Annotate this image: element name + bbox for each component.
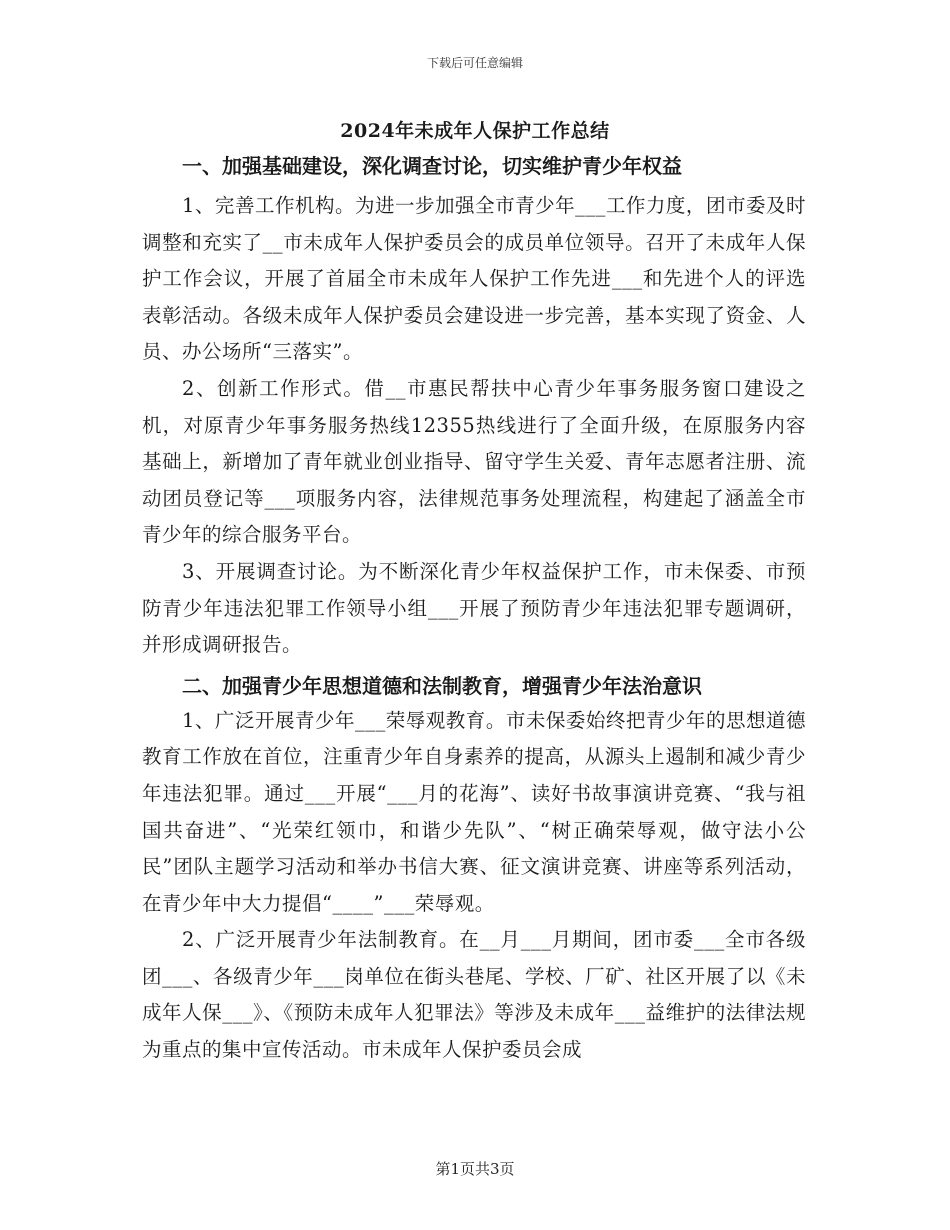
paragraph: 2、广泛开展青少年法制教育。在__月___月期间，团市委___全市各级团___、各级青少年___岗单位在街头巷尾、学校、厂矿、社区开展了以《未成年人保___》、《预防未成年人犯罪法》等涉及未成年___益维护的法律法规为重点的集中宣传活动。市未成年人保护委员会成 — [142, 928, 806, 1062]
header-note: 下载后可任意编辑 — [426, 56, 523, 70]
paragraph: 1、完善工作机构。为进一步加强全市青少年___工作力度，团市委及时调整和充实了__市未成年人保护委员会的成员单位领导。召开了未成年人保护工作会议，开展了首届全市未成年人保护工作先进___和先进个人的评选表彰活动。各级未成年人保护委员会建设进一步完善，基本实现了资金、人员、办公场所“三落实”。 — [142, 194, 806, 364]
paragraph: 2、创新工作形式。借__市惠民帮扶中心青少年事务服务窗口建设之机，对原青少年事务服务热线12355热线进行了全面升级，在原服务内容基础上，新增加了青年就业创业指导、留守学生关爱、青年志愿者注册、流动团员登记等___项服务内容，法律规范事务处理流程，构建起了涵盖全市青少年的综合服务平台。 — [142, 376, 806, 547]
section-heading: 二、加强青少年思想道德和法制教育，增强青少年法治意识 — [182, 673, 702, 698]
paragraph: 3、开展调查讨论。为不断深化青少年权益保护工作，市未保委、市预防青少年违法犯罪工作领导小组___开展了预防青少年违法犯罪专题调研，并形成调研报告。 — [142, 559, 806, 657]
section-heading: 一、加强基础建设，深化调查讨论，切实维护青少年权益 — [182, 154, 682, 178]
document-body — [142, 149, 806, 1069]
page-footer: 第1页共3页 — [435, 1160, 515, 1178]
document-title: 2024年未成年人保护工作总结 — [340, 120, 610, 142]
paragraph: 1、广泛开展青少年___荣辱观教育。市未保委始终把青少年的思想道德教育工作放在首位，注重青少年自身素养的提高，从源头上遏制和减少青少年违法犯罪。通过___开展“___月的花海”、读好书故事演讲竞赛、“我与祖国共奋进”、“光荣红领巾，和谐少先队”、“树正确荣辱观，做守法小公民”团队主题学习活动和举办书信大赛、征文演讲竞赛、讲座等系列活动，在青少年中大力提倡“____”___荣辱观。 — [142, 708, 806, 915]
